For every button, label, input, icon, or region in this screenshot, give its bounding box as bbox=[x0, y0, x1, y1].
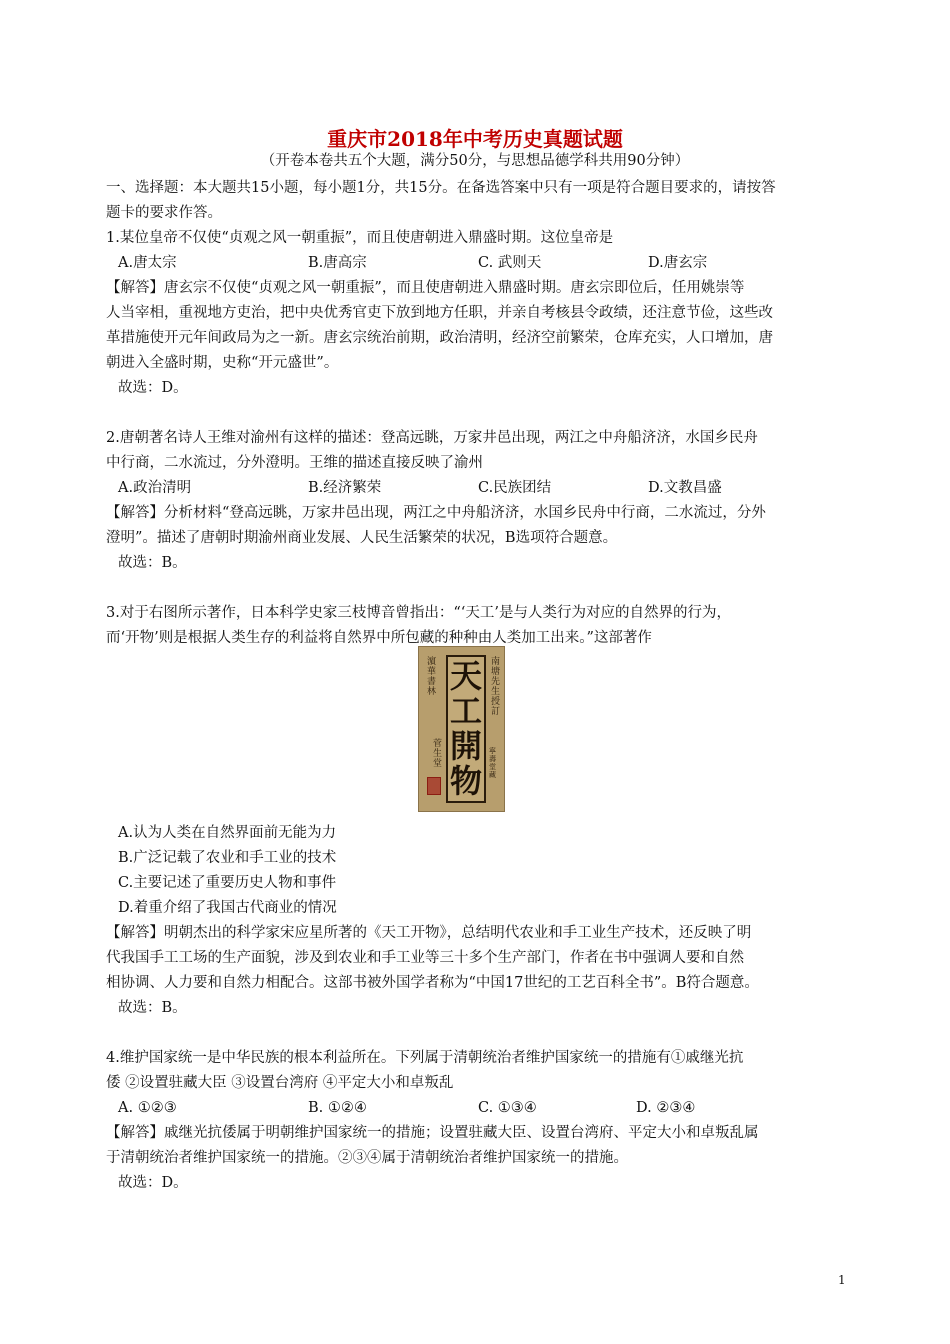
page-subtitle: （开卷本卷共五个大题，满分50分，与思想品德学科共用90分钟） bbox=[260, 153, 690, 169]
q3-option-b: B.广泛记载了农业和手工业的技术 bbox=[118, 850, 337, 866]
q3-analysis-line: 【解答】明朝杰出的科学家宋应星所著的《天工开物》，总结明代农业和手工业生产技术，还反映了明 bbox=[106, 925, 752, 941]
q1-option-a: A.唐太宗 bbox=[118, 255, 177, 271]
q3-stem-cont: 而‘开物’则是根据人类生存的利益将自然界中所包藏的种种由人类加工出来。”这部著作 bbox=[106, 630, 652, 646]
q2-analysis-line: 【解答】分析材料“登高远眺，万家井邑出现，两江之中舟船济济，水国乡民舟中行商，二水流过，分外 bbox=[106, 505, 766, 521]
book-left-text: 濵華書林 bbox=[427, 657, 437, 697]
book-right-text: 南塘先生授訂 bbox=[491, 657, 501, 717]
q4-analysis-line: 【解答】戚继光抗倭属于明朝维护国家统一的措施；设置驻藏大臣、设置台湾府、平定大小和卓叛乱属 bbox=[106, 1125, 759, 1141]
q2-option-b: B.经济繁荣 bbox=[308, 480, 382, 496]
q3-analysis-line: 相协调、人力要和自然力相配合。这部书被外国学者称为“中国17世纪的工艺百科全书”。B符合题意。 bbox=[106, 975, 759, 991]
book-title-char: 開 bbox=[449, 727, 482, 765]
page-number: 1 bbox=[838, 1273, 846, 1287]
q3-stem: 3.对于右图所示著作，日本科学史家三枝博音曾指出：“‘天工’是与人类行为对应的自然界的行为， bbox=[106, 605, 731, 621]
q2-analysis-line: 澄明”。描述了唐朝时期渝州商业发展、人民生活繁荣的状况，B选项符合题意。 bbox=[106, 530, 618, 546]
q1-answer: 故选：D。 bbox=[118, 380, 188, 396]
q2-option-a: A.政治清明 bbox=[118, 480, 192, 496]
q4-analysis-line: 于清朝统治者维护国家统一的措施。②③④属于清朝统治者维护国家统一的措施。 bbox=[106, 1150, 628, 1166]
q1-option-b: B.唐高宗 bbox=[308, 255, 367, 271]
q4-stem-cont: 倭 ②设置驻藏大臣 ③设置台湾府 ④平定大小和卓叛乱 bbox=[106, 1075, 454, 1091]
book-cover-image bbox=[418, 646, 505, 812]
q3-option-d: D.着重介绍了我国古代商业的情况 bbox=[118, 900, 337, 916]
q3-analysis-line: 代我国手工工场的生产面貌，涉及到农业和手工业等三十多个生产部门，作者在书中强调人要和自然 bbox=[106, 950, 744, 966]
q4-option-a: A. ①②③ bbox=[118, 1100, 177, 1116]
q4-stem: 4.维护国家统一是中华民族的根本利益所在。下列属于清朝统治者维护国家统一的措施有①戚继光抗 bbox=[106, 1050, 744, 1066]
q2-option-c: C.民族团结 bbox=[478, 480, 552, 496]
q4-option-c: C. ①③④ bbox=[478, 1100, 537, 1116]
book-bottom-left-text: 菅生堂 bbox=[433, 739, 443, 769]
q1-option-d: D.唐玄宗 bbox=[648, 255, 708, 271]
section-heading: 一、选择题：本大题共15小题，每小题1分，共15分。在备选答案中只有一项是符合题目要求的，请按答 bbox=[106, 180, 776, 196]
q2-option-d: D.文教昌盛 bbox=[648, 480, 722, 496]
q1-analysis-line: 【解答】唐玄宗不仅使“贞观之风一朝重振”，而且使唐朝进入鼎盛时期。唐玄宗即位后，任用姚崇等 bbox=[106, 280, 745, 296]
q3-option-a: A.认为人类在自然界面前无能为力 bbox=[118, 825, 337, 841]
q1-analysis-line: 人当宰相，重视地方吏治，把中央优秀官吏下放到地方任职，并亲自考核县令政绩，还注意节俭，这些改 bbox=[106, 305, 773, 321]
book-title-char: 天 bbox=[449, 657, 482, 695]
page-title: 重庆市2018年中考历史真题试题 bbox=[327, 127, 623, 151]
seal-stamp bbox=[427, 777, 441, 795]
q2-answer: 故选：B。 bbox=[118, 555, 187, 571]
q1-analysis-line: 朝进入全盛时期，史称“开元盛世”。 bbox=[106, 355, 339, 371]
q4-option-d: D. ②③④ bbox=[636, 1100, 696, 1116]
book-title-char: 物 bbox=[449, 762, 482, 800]
q2-stem: 2.唐朝著名诗人王维对渝州有这样的描述：登高远眺，万家井邑出现，两江之中舟船济济，水国乡民舟 bbox=[106, 430, 758, 446]
q1-analysis-line: 革措施使开元年间政局为之一新。唐玄宗统治前期，政治清明，经济空前繁荣，仓库充实，人口增加，唐 bbox=[106, 330, 773, 346]
book-title-char: 工 bbox=[449, 692, 482, 730]
q1-stem: 1.某位皇帝不仅使“贞观之风一朝重振”，而且使唐朝进入鼎盛时期。这位皇帝是 bbox=[106, 230, 614, 246]
q1-option-c: C. 武则天 bbox=[478, 255, 542, 271]
q3-answer: 故选：B。 bbox=[118, 1000, 187, 1016]
q4-option-b: B. ①②④ bbox=[308, 1100, 367, 1116]
section-heading-cont: 题卡的要求作答。 bbox=[106, 205, 222, 221]
q4-answer: 故选：D。 bbox=[118, 1175, 188, 1191]
book-tag: 寧壽堂藏 bbox=[489, 747, 496, 779]
q2-stem-cont: 中行商，二水流过，分外澄明。王维的描述直接反映了渝州 bbox=[106, 455, 483, 471]
q3-option-c: C.主要记述了重要历史人物和事件 bbox=[118, 875, 337, 891]
